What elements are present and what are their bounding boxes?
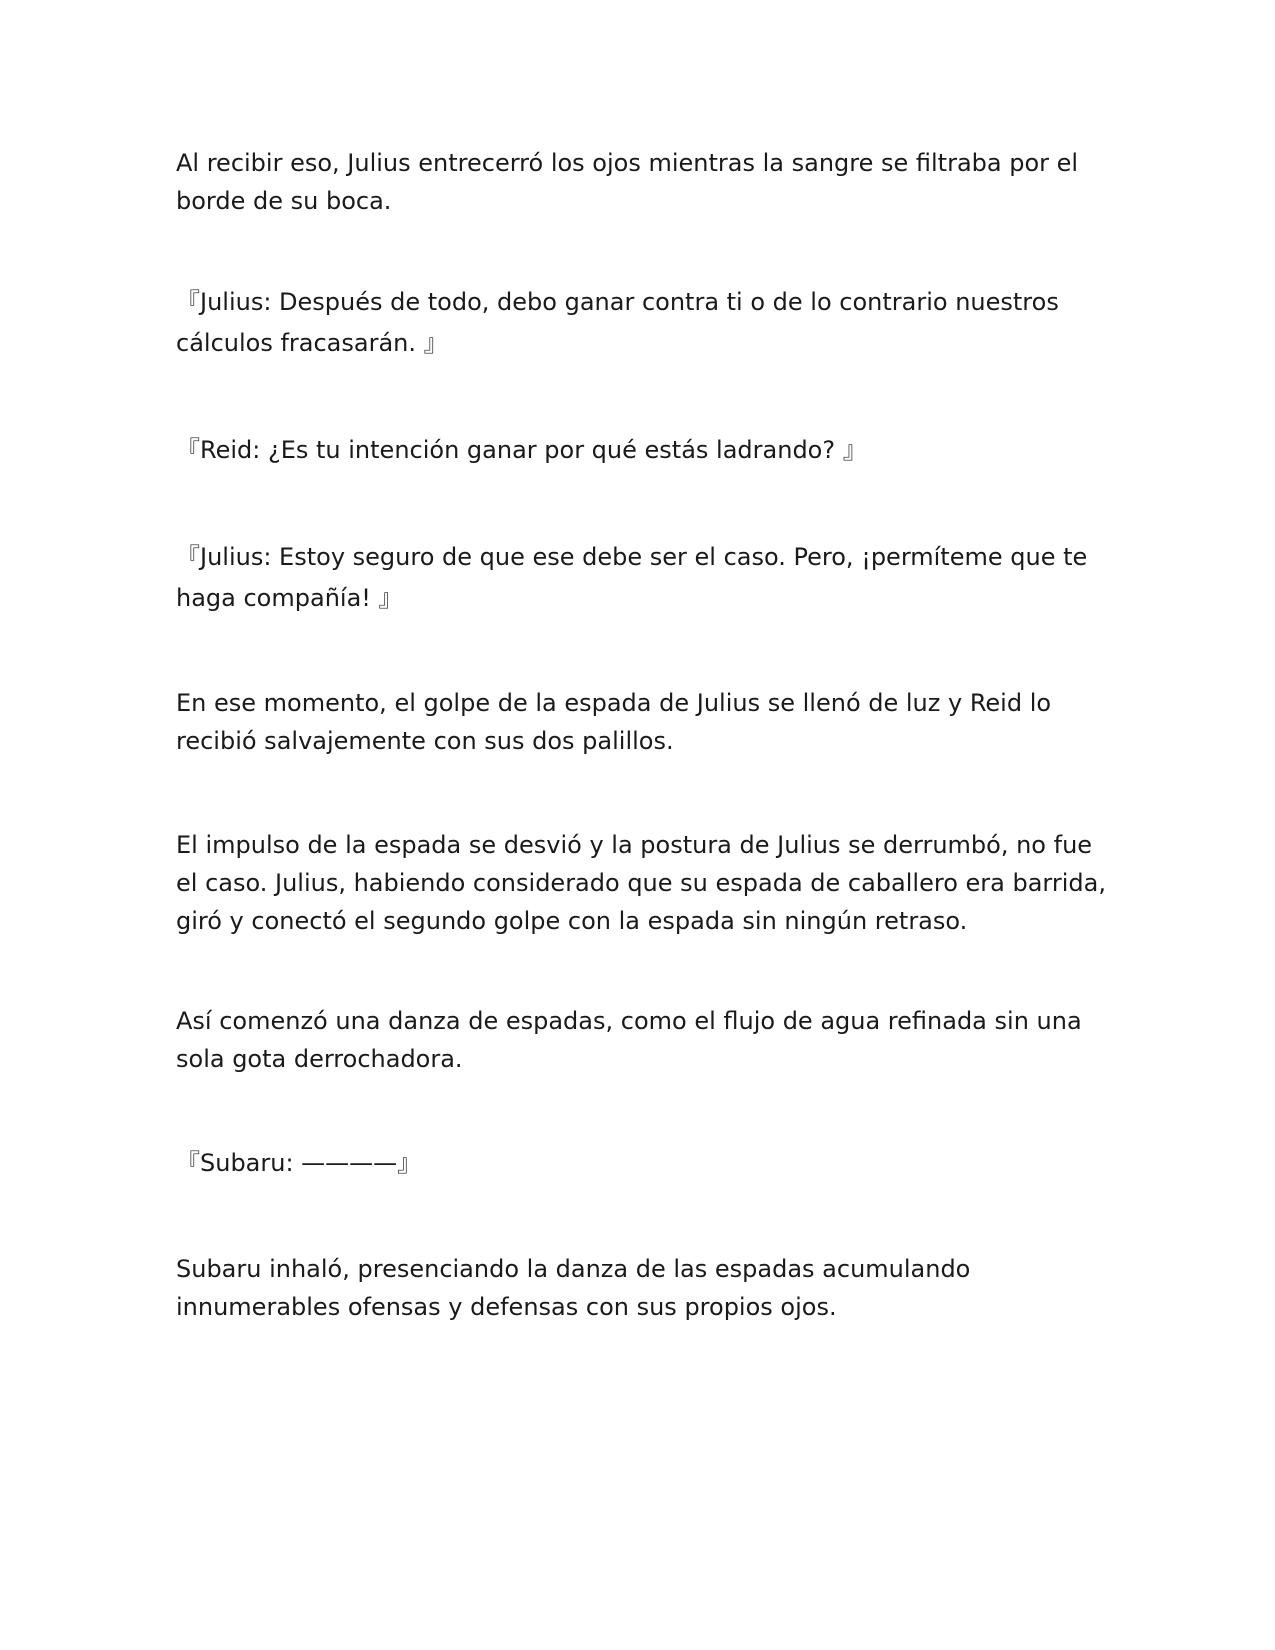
paragraph-narration — [176, 826, 1106, 940]
text-line: 『Subaru: ————』 — [176, 1149, 422, 1177]
paragraph-dialogue — [176, 430, 1096, 471]
text-line: El impulso de la espada se desvió y la postura de Julius se derrumbó, no fue — [176, 831, 1093, 859]
text-line: En ese momento, el golpe de la espada de Julius se llenó de luz y Reid lo — [176, 689, 1052, 717]
paragraph-dialogue — [176, 537, 1096, 619]
text-line: 『Julius: Después de todo, debo ganar contra ti o de lo contrario nuestros — [176, 288, 1059, 316]
text-line: 『Julius: Estoy seguro de que ese debe ser el caso. Pero, ¡permíteme que te — [176, 543, 1088, 571]
text-line: borde de su boca. — [176, 187, 392, 215]
paragraph-narration — [176, 144, 1096, 220]
text-line: el caso. Julius, habiendo considerado que su espada de caballero era barrida, — [176, 869, 1106, 897]
text-line: 『Reid: ¿Es tu intención ganar por qué estás ladrando? 』 — [176, 436, 867, 464]
text-line: Así comenzó una danza de espadas, como el flujo de agua refinada sin una — [176, 1007, 1082, 1035]
text-line: Al recibir eso, Julius entrecerró los ojos mientras la sangre se filtraba por el — [176, 149, 1079, 177]
paragraph-dialogue — [176, 1143, 1096, 1184]
text-line: Subaru inhaló, presenciando la danza de las espadas acumulando — [176, 1255, 971, 1283]
text-line: giró y conectó el segundo golpe con la espada sin ningún retraso. — [176, 907, 968, 935]
paragraph-narration — [176, 1250, 1096, 1326]
text-line: haga compañía! 』 — [176, 584, 403, 612]
text-line: recibió salvajemente con sus dos palillos. — [176, 727, 674, 755]
paragraph-narration — [176, 684, 1096, 760]
text-line: innumerables ofensas y defensas con sus propios ojos. — [176, 1293, 837, 1321]
text-line: sola gota derrochadora. — [176, 1045, 463, 1073]
paragraph-dialogue — [176, 282, 1096, 364]
text-line: cálculos fracasarán. 』 — [176, 329, 448, 357]
paragraph-narration — [176, 1002, 1096, 1078]
